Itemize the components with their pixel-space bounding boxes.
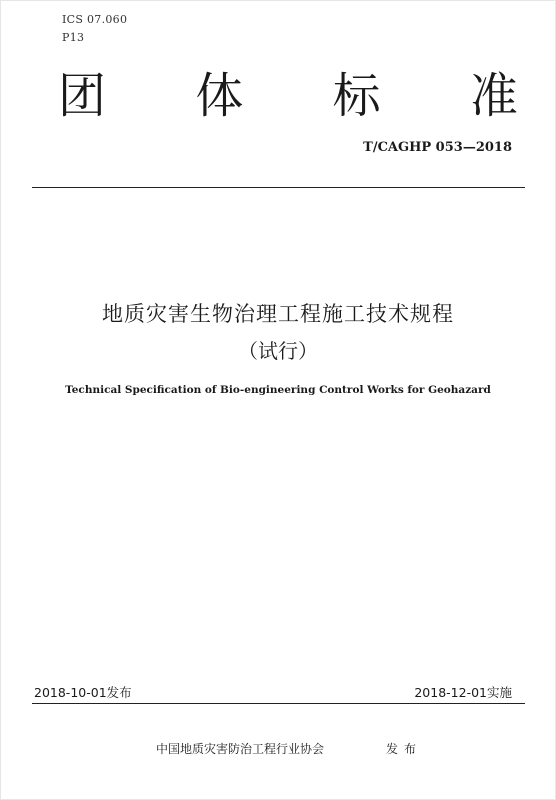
publish-label: 发布 bbox=[386, 742, 423, 756]
category-char: 准 bbox=[469, 68, 518, 124]
standard-category-title bbox=[58, 68, 518, 124]
ccs-code: P13 bbox=[62, 31, 85, 44]
english-title: Technical Specification of Bio-engineering Control Works for Geohazard bbox=[65, 384, 491, 396]
implementation-date: 2018-12-01实施 bbox=[414, 685, 512, 700]
bottom-divider bbox=[32, 703, 525, 704]
chinese-title: 地质灾害生物治理工程施工技术规程 bbox=[102, 302, 454, 326]
issue-date: 2018-10-01发布 bbox=[34, 685, 132, 700]
top-divider bbox=[32, 187, 525, 188]
standard-number: T/CAGHP 053—2018 bbox=[363, 140, 512, 155]
trial-subtitle: （试行） bbox=[238, 339, 318, 363]
category-char: 体 bbox=[195, 68, 244, 124]
ics-code: ICS 07.060 bbox=[62, 13, 128, 26]
publisher-name: 中国地质灾害防治工程行业协会 bbox=[156, 742, 325, 756]
category-char: 团 bbox=[58, 68, 107, 124]
category-char: 标 bbox=[332, 68, 381, 124]
